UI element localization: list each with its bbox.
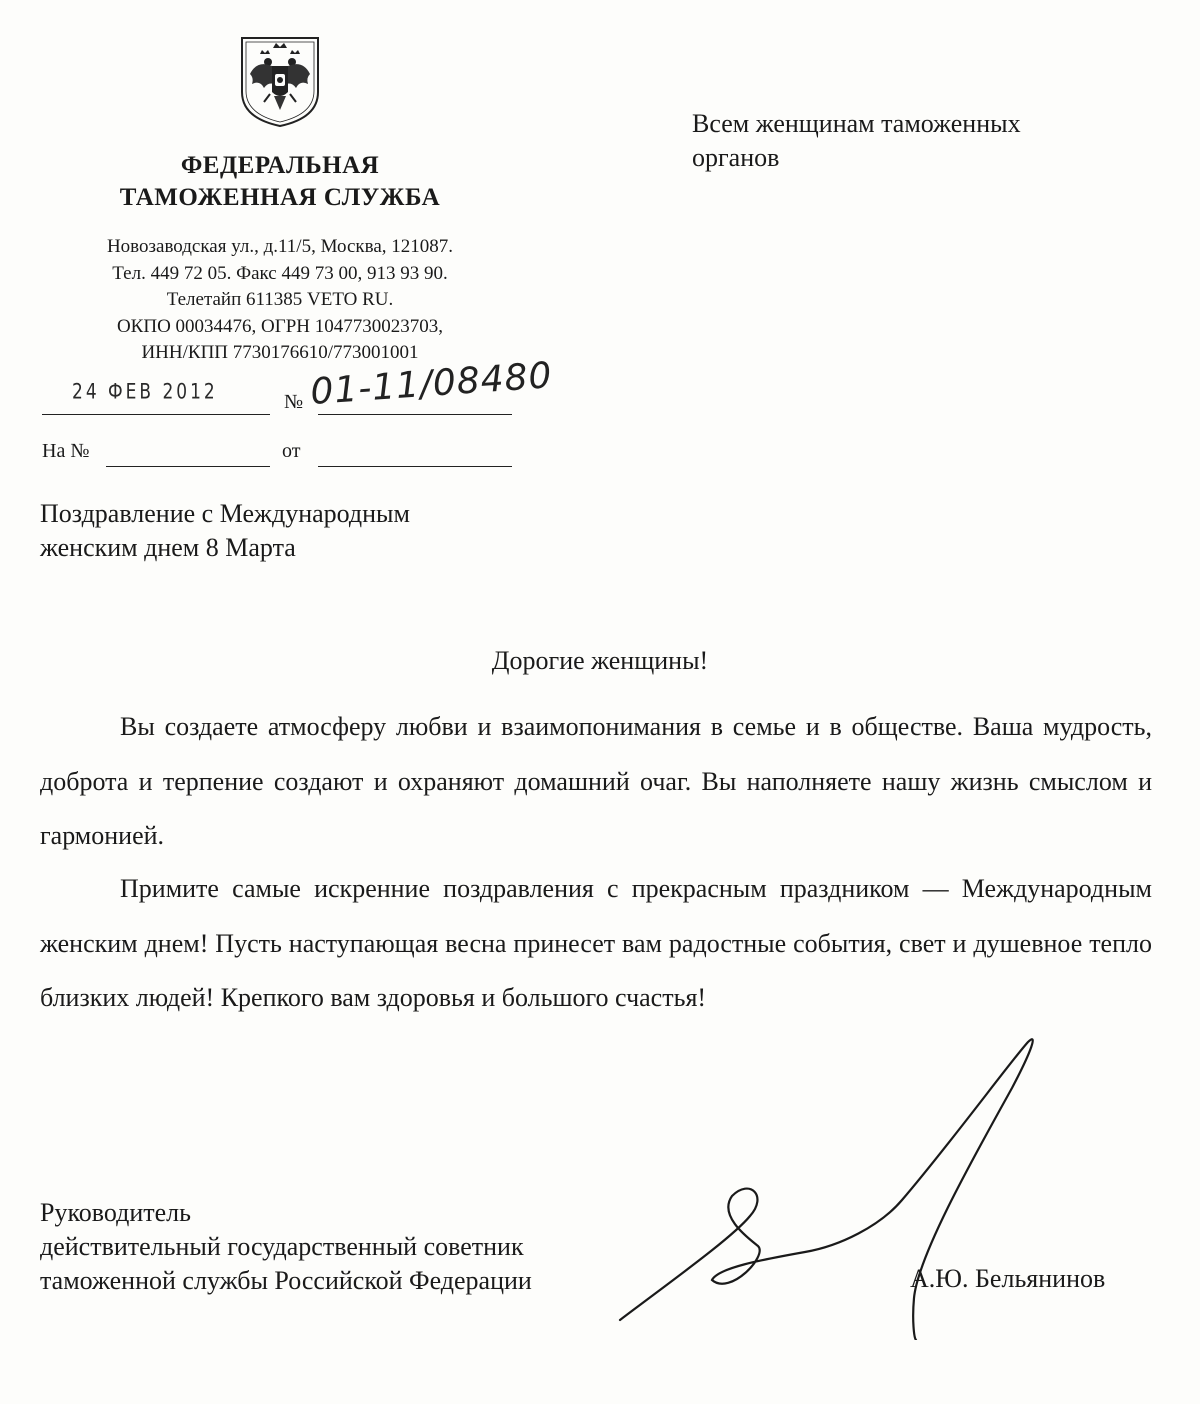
- signatory-title-line2: действительный государственный советник: [40, 1232, 524, 1261]
- contact-phones: Тел. 449 72 05. Факс 449 73 00, 913 93 90.: [112, 262, 448, 284]
- body-paragraph-1: Вы создаете атмосферу любви и взаимопонимания в семье и в обществе. Ваша мудрость, доброта и терпение создают и охраняют домашний очаг. Вы наполняете нашу жизнь смыслом и гармонией.: [40, 712, 1152, 850]
- registration-date-stamp: 24 ФЕВ 2012: [72, 379, 218, 405]
- from-label: от: [282, 440, 301, 462]
- contact-inn-kpp: ИНН/КПП 7730176610/773001001: [141, 342, 419, 363]
- reference-label: На №: [42, 440, 90, 462]
- org-name-line2: ТАМОЖЕННАЯ СЛУЖБА: [119, 184, 441, 211]
- registration-number: 01-11/08480: [309, 355, 554, 413]
- subject-line2: женским днем 8 Марта: [40, 533, 296, 562]
- number-underline: [318, 414, 512, 415]
- signatory-title: [40, 1196, 680, 1298]
- date-underline: [42, 414, 270, 415]
- number-label: №: [284, 391, 304, 413]
- addressee-line2: органов: [692, 143, 780, 172]
- org-name-line1: ФЕДЕРАЛЬНАЯ: [180, 152, 380, 179]
- addressee-line1: Всем женщинам таможенных: [692, 109, 1021, 138]
- signatory-title-line3: таможенной службы Российской Федерации: [40, 1266, 532, 1295]
- coat-of-arms-icon: [236, 34, 324, 128]
- handwritten-signature-icon: [600, 1020, 1060, 1340]
- body-paragraph-2: Примите самые искренние поздравления с прекрасным праздником — Международным женским днем! Пусть наступающая весна принесет вам радостные события, свет и душевное тепло близких людей! Крепкого вам здоровья и большого счастья!: [40, 874, 1152, 1012]
- letter-subject: [40, 497, 560, 565]
- subject-line1: Поздравление с Международным: [40, 499, 410, 528]
- signatory-title-line1: Руководитель: [40, 1198, 191, 1227]
- from-underline: [318, 466, 512, 467]
- addressee: [692, 107, 1112, 175]
- contact-address: Новозаводская ул., д.11/5, Москва, 121087.: [106, 236, 454, 257]
- greeting: Дорогие женщины!: [491, 646, 709, 675]
- contact-okpo-ogrn: ОКПО 00034476, ОГРН 1047730023703,: [116, 315, 444, 337]
- contact-teletype: Телетайп 611385 VETO RU.: [166, 289, 394, 310]
- reference-underline: [106, 466, 270, 467]
- org-contacts: [40, 234, 520, 367]
- signer-name: А.Ю. Бельянинов: [910, 1264, 1106, 1293]
